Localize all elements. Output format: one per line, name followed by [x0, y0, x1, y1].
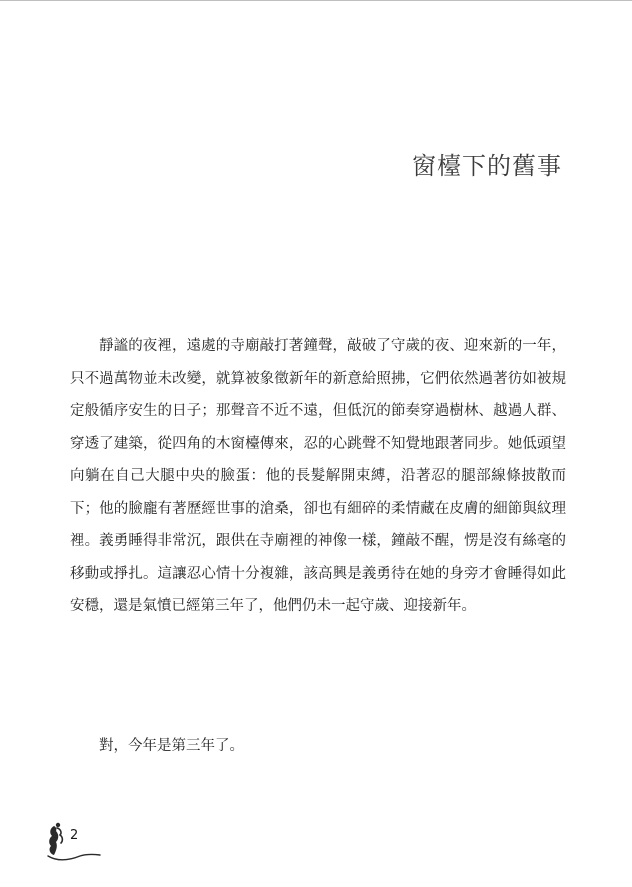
footer-ornament-icon — [44, 820, 114, 864]
body-paragraph: 靜謐的夜裡，遠處的寺廟敲打著鐘聲，敲破了守歲的夜、迎來新的一年，只不過萬物並未改變，就算被象徵新年的新意給照拂，它們依然過著彷如被規定般循序安生的日子；那聲音不近不遠，但低沉的節奏穿過樹林、越過人群、穿透了建築，從四角的木窗檯傳來，忍的心跳聲不知覺地跟著同步。她低頭望向躺在自己大腿中央的臉蛋：他的長髮解開束縛，沿著忍的腿部線條披散而下；他的臉龐有著歷經世事的滄桑，卻也有細碎的柔情藏在皮膚的細節與紋理裡。義勇睡得非常沉，跟供在寺廟裡的神像一樣，鐘敲不醒，愣是沒有絲毫的移動或掙扎。這讓忍心情十分複雜，該高興是義勇待在她的身旁才會睡得如此安穩，還是氣憤已經第三年了，他們仍未一起守歲、迎接新年。 — [70, 338, 566, 614]
chapter-title: 窗檯下的舊事 — [412, 152, 562, 180]
page-number: 2 — [70, 828, 79, 843]
top-rule — [0, 0, 632, 1]
page-footer — [44, 820, 114, 864]
closing-line: 對，今年是第三年了。 — [99, 738, 244, 754]
